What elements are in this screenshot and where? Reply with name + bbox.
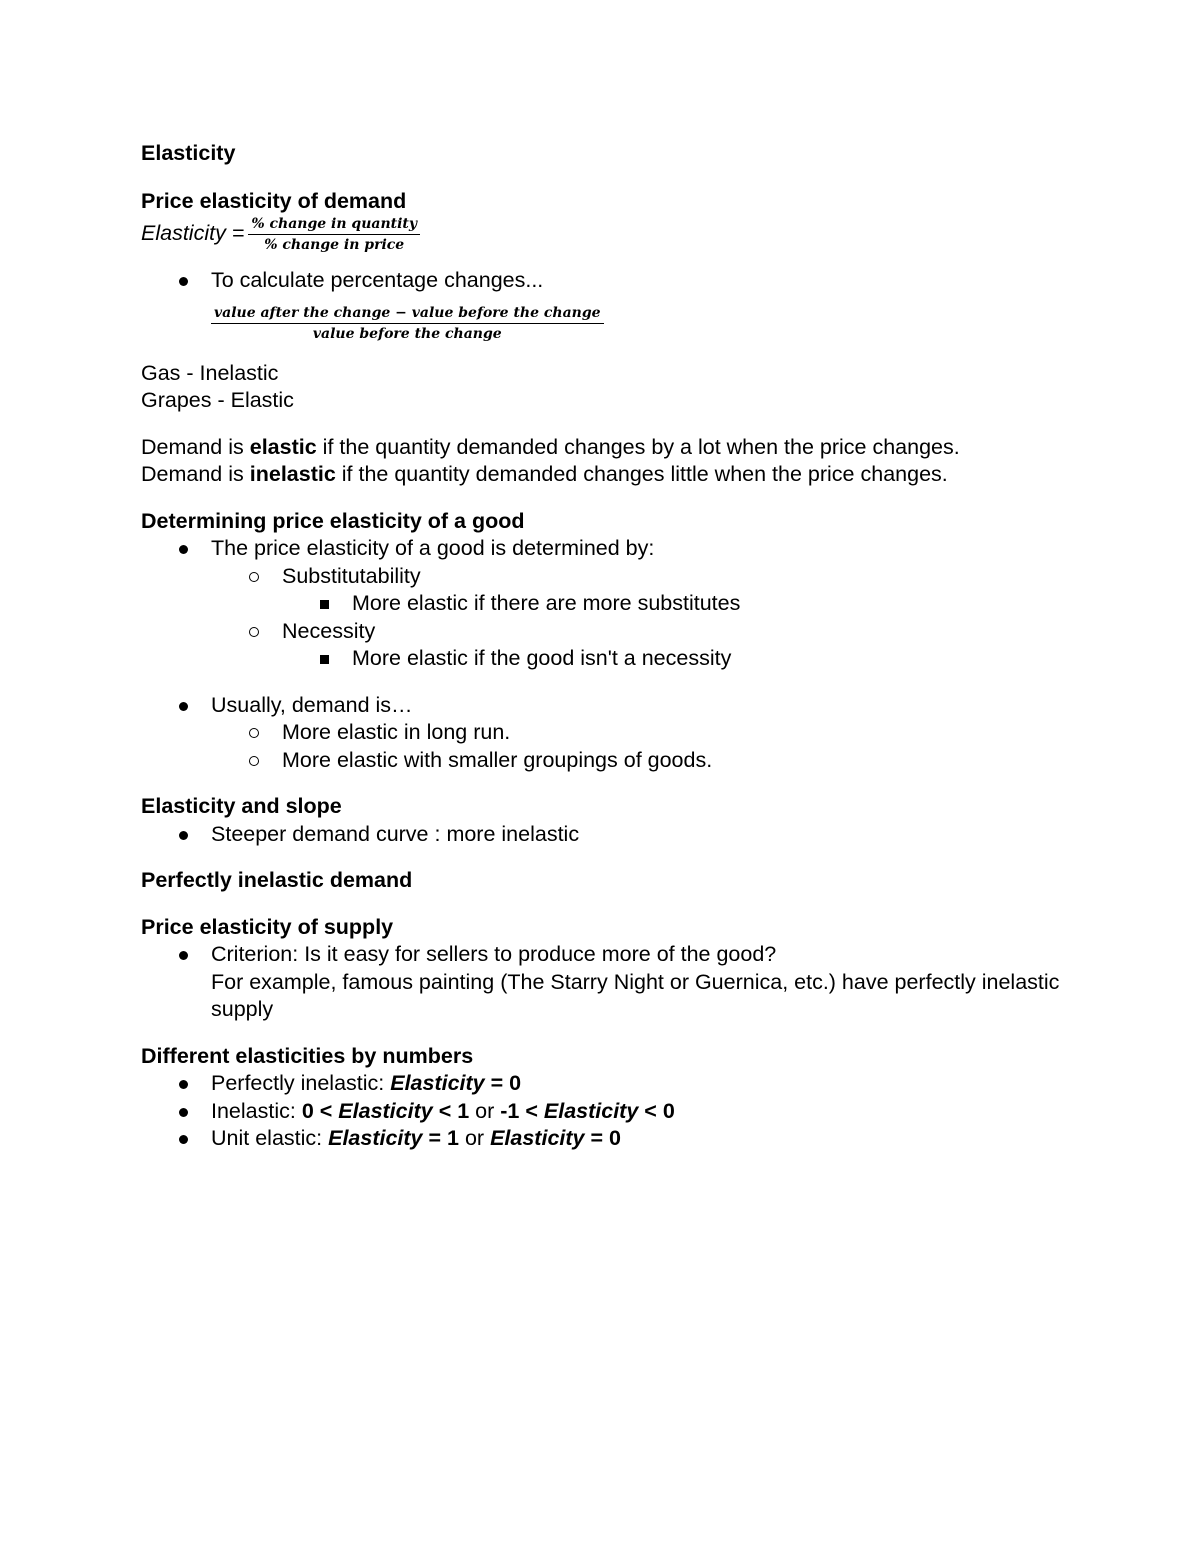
list-item-text: More elastic if there are more substitutes [352,591,741,615]
ped-list [141,267,1081,295]
section-heading-determining: Determining price elasticity of a good [141,508,525,533]
list-item-text: More elastic in long run. [282,720,511,744]
text-run: if the quantity demanded changes by a lot when the price changes. [316,434,960,459]
spacer [141,1024,1081,1043]
list-item-text: To calculate percentage changes... [211,268,544,292]
list-item [141,563,1081,591]
percent-change-formula [141,297,1081,343]
formula-fraction [211,304,604,343]
text-run: Inelastic: [211,1098,302,1123]
term-elasticity: Elasticity [543,1098,639,1123]
list-item-text: Criterion: Is it easy for sellers to produce more of the good? [211,942,777,966]
determining-list [141,535,1081,673]
spacer [141,168,1081,188]
spacer [141,895,1081,914]
text-run: Demand is [141,434,250,459]
document-page [141,140,1081,1153]
formula-denominator: value before the change [312,325,502,342]
list-item [141,821,1081,849]
list-item-text: The price elasticity of a good is determined by: [211,536,655,560]
list-item-text: More elastic if the good isn't a necessity [352,646,732,670]
section-heading-perfectly-inelastic: Perfectly inelastic demand [141,868,413,892]
list-item [141,267,1081,295]
elasticity-formula [141,213,1081,255]
list-item [141,747,1081,775]
term-elasticity: Elasticity [390,1071,485,1095]
text-run: Perfectly inelastic: [211,1071,391,1095]
list-item-text: Steeper demand curve : more inelastic [211,821,580,846]
list-item [141,1098,1081,1126]
spacer [141,343,1081,360]
formula-fraction [248,215,420,254]
formula-numerator: % change in quantity [248,215,420,235]
example-line: Gas - Inelastic [141,360,279,385]
text-run: Demand is [141,462,250,486]
text-run: < 1 [432,1098,470,1123]
list-item [141,1070,1081,1098]
list-item [141,618,1081,646]
list-item [141,535,1081,563]
text-run: -1 < [500,1098,544,1123]
formula-lhs: Elasticity = [141,221,245,246]
text-run: = 1 [422,1126,459,1150]
formula-numerator: value after the change − value before the change [211,304,604,324]
supply-list [141,941,1081,1024]
section-heading-ped: Price elasticity of demand [141,188,407,213]
term-elastic: elastic [249,434,317,459]
text-run: = 0 [584,1126,621,1150]
list-item-text: For example, famous painting (The Starry Night or Guernica, etc.) have perfectly inelastic supply [211,969,1060,1021]
demand-inelastic-line [141,461,1081,489]
list-item-text: More elastic with smaller groupings of goods. [282,747,713,772]
spacer [141,255,1081,267]
list-item-text: Substitutability [282,563,421,588]
demand-elastic-line [141,434,1081,462]
spacer [141,415,1081,434]
spacer [141,774,1081,793]
term-elasticity: Elasticity [338,1098,433,1123]
list-item [141,590,1081,618]
page-title: Elasticity [141,141,236,165]
text-run: < 0 [638,1098,675,1123]
list-item [141,692,1081,720]
list-item [141,645,1081,673]
text-run: if the quantity demanded changes little when the price changes. [335,462,948,486]
example-line: Grapes - Elastic [141,388,294,412]
formula-denominator: % change in price [264,236,405,253]
spacer [141,848,1081,867]
usually-list [141,692,1081,775]
text-run: Unit elastic: [211,1126,329,1150]
spacer [141,489,1081,508]
list-item-text: Usually, demand is… [211,692,413,717]
list-item [141,941,1081,1024]
spacer [141,673,1081,692]
section-heading-numbers: Different elasticities by numbers [141,1043,474,1068]
section-heading-slope: Elasticity and slope [141,794,342,818]
text-run: or [469,1098,501,1123]
list-item-text: Necessity [282,618,376,643]
list-item [141,1125,1081,1153]
slope-list [141,821,1081,849]
list-item [141,719,1081,747]
text-run: 0 < [301,1098,339,1123]
text-run: or [459,1126,491,1150]
term-elasticity: Elasticity [490,1126,585,1150]
section-heading-supply: Price elasticity of supply [141,914,394,939]
numbers-list [141,1070,1081,1153]
term-elasticity: Elasticity [328,1126,423,1150]
text-run: = 0 [484,1071,522,1095]
term-inelastic: inelastic [249,462,336,486]
